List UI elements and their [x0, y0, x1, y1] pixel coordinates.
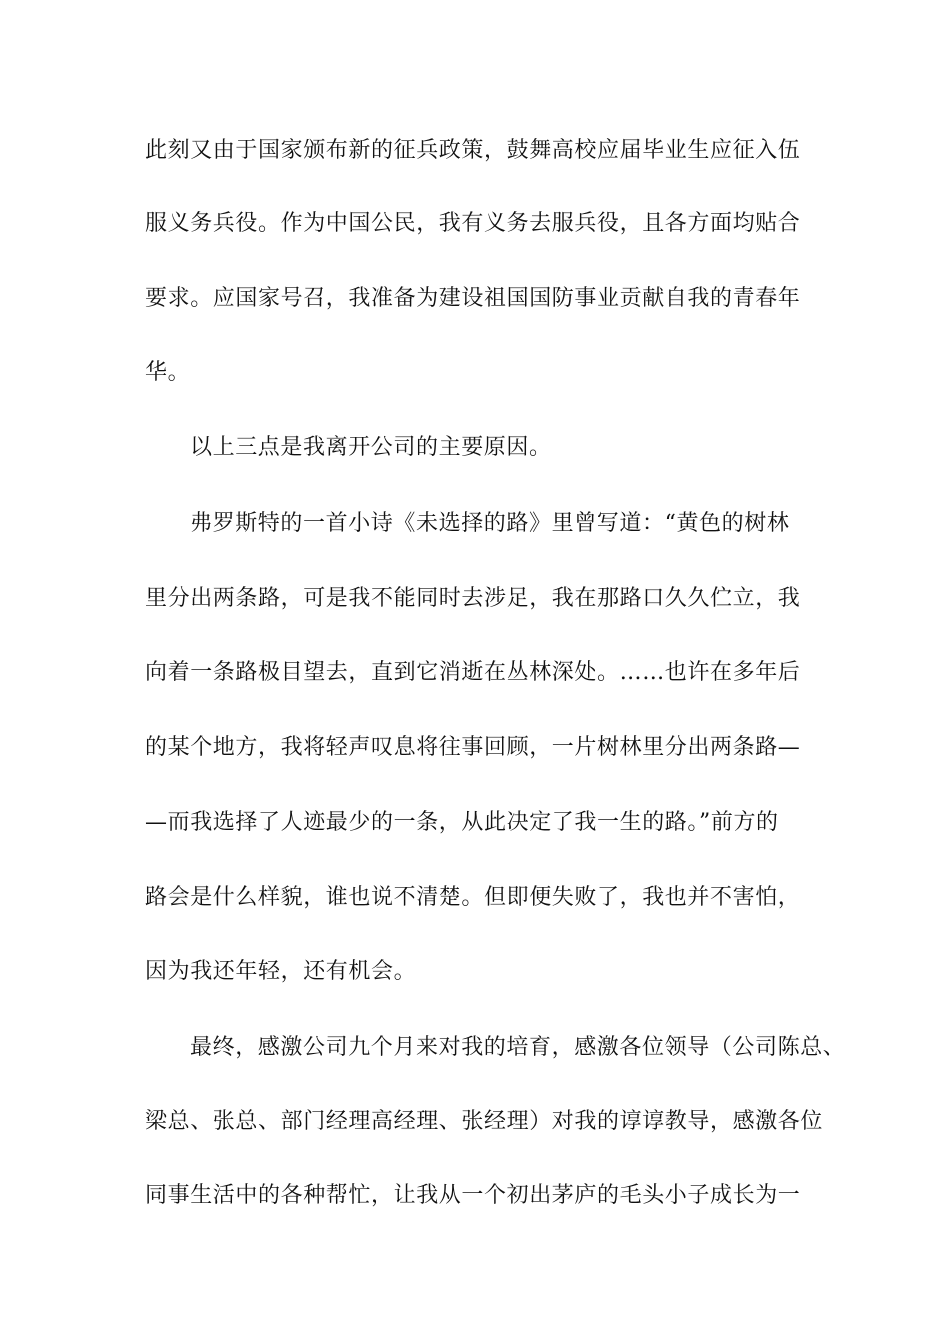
text-line: 此刻又由于国家颁布新的征兵政策，鼓舞高校应届毕业生应征入伍	[145, 138, 801, 163]
paragraph-start-line: 弗罗斯特的一首小诗《未选择的路》里曾写道：“黄色的树林	[190, 511, 790, 536]
text-line: 华。	[145, 360, 191, 385]
text-line: 梁总、张总、部门经理高经理、张经理）对我的谆谆教导，感激各位	[145, 1109, 824, 1134]
text-line: 的某个地方，我将轻声叹息将往事回顾，一片树林里分出两条路—	[145, 735, 801, 760]
paragraph-start-line: 最终，感激公司九个月来对我的培育，感激各位领导（公司陈总、	[190, 1035, 846, 1060]
text-line: 服义务兵役。作为中国公民，我有义务去服兵役，且各方面均贴合	[145, 211, 801, 236]
text-line: —而我选择了人迹最少的一条，从此决定了我一生的路。”前方的	[145, 810, 779, 835]
text-line: 向着一条路极目望去，直到它消逝在丛林深处。……也许在多年后	[145, 660, 801, 685]
text-line: 路会是什么样貌，谁也说不清楚。但即便失败了，我也并不害怕，	[145, 885, 801, 910]
paragraph-start-line: 以上三点是我离开公司的主要原因。	[190, 435, 552, 460]
text-line: 同事生活中的各种帮忙，让我从一个初出茅庐的毛头小子成长为一	[145, 1183, 801, 1208]
text-line: 因为我还年轻，还有机会。	[145, 959, 417, 984]
text-line: 里分出两条路，可是我不能同时去涉足，我在那路口久久伫立，我	[145, 586, 801, 611]
text-line: 要求。应国家号召，我准备为建设祖国国防事业贡献自我的青春年	[145, 286, 801, 311]
